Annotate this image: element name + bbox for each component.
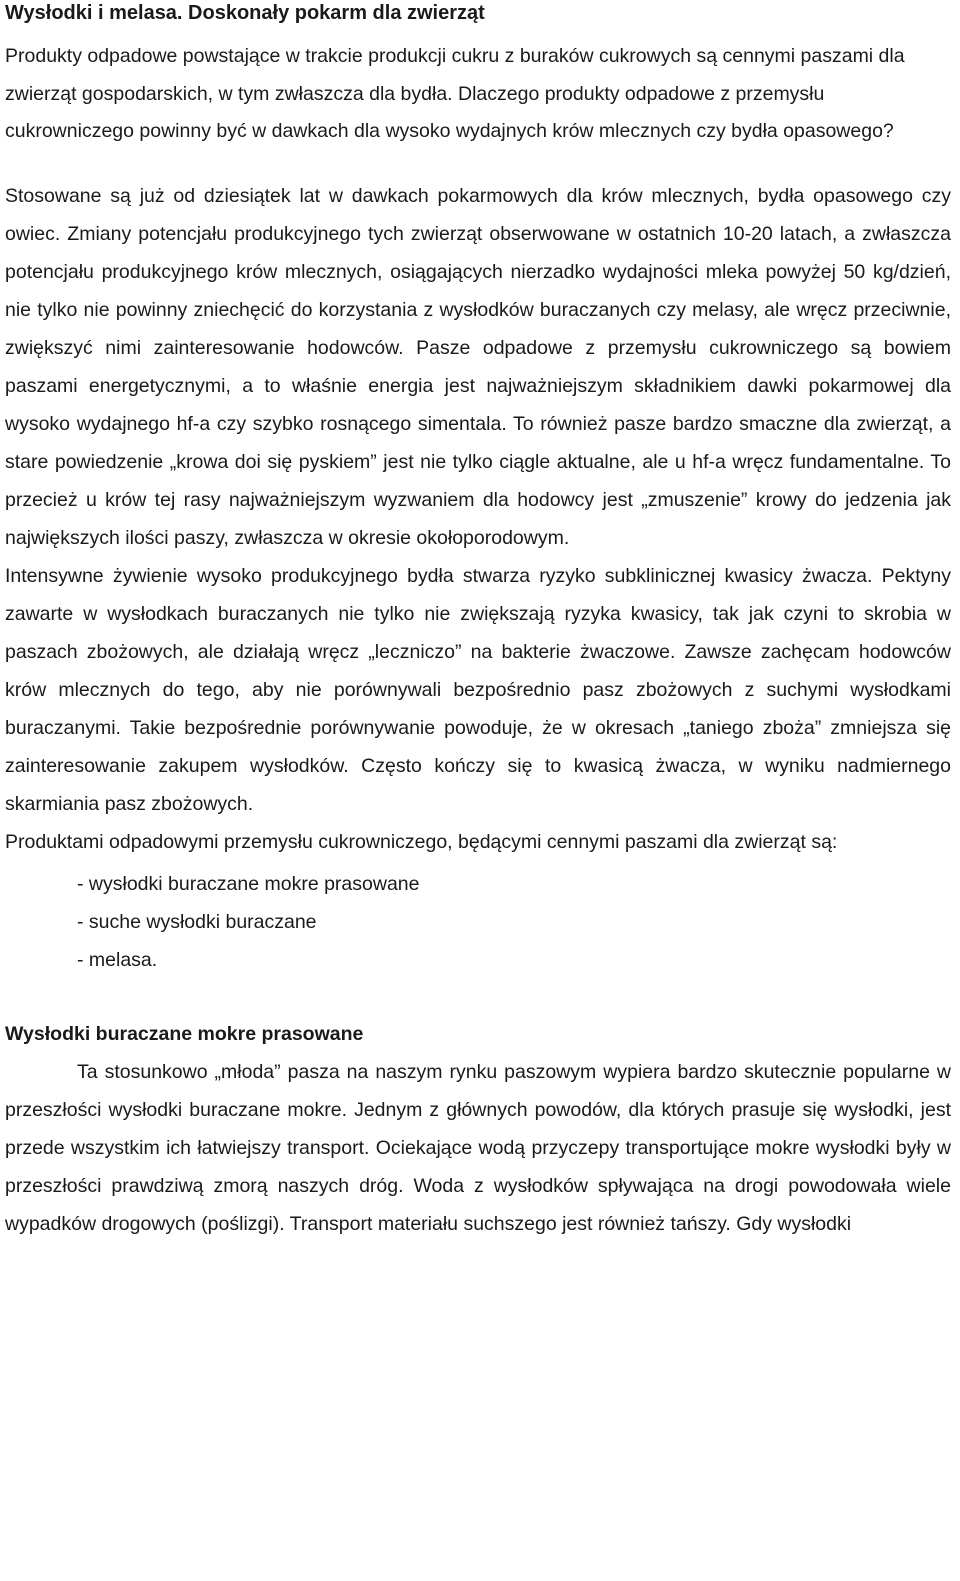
paragraph-1: Stosowane są już od dziesiątek lat w dawkach pokarmowych dla krów mlecznych, bydła opasowego czy owiec. Zmiany potencjału produkcyjnego tych zwierząt obserwowane w ostatnich 10-20 latach, a zwłaszcza potencjału produkcyjnego krów mlecznych, osiągających nierzadko wydajności mleka powyżej 50 kg/dzień, nie tylko nie powinny zniechęcić do korzystania z wysłodków buraczanych czy melasy, ale wręcz przeciwnie, zwiększyć nimi zainteresowanie hodowców. Pasze odpadowe z przemysłu cukrowniczego są bowiem paszami energetycznymi, a to właśnie energia jest najważniejszym składnikiem dawki pokarmowej dla wysoko wydajnego hf-a czy szybko rosnącego simentala. To również pasze bardzo smaczne dla zwierząt, a stare powiedzenie „krowa doi się pyskiem” jest nie tylko ciągle aktualne, ale u hf-a wręcz fundamentalne. To przecież u krów tej rasy najważniejszym wyzwaniem dla hodowcy jest „zmuszenie” krowy do jedzenia jak największych ilości paszy, zwłaszcza w okresie okołoporodowym. bbox=[5, 184, 951, 549]
list-item: - suche wysłodki buraczane bbox=[77, 910, 317, 933]
feed-products-list bbox=[5, 865, 951, 979]
paragraph-4: Ta stosunkowo „młoda” pasza na naszym rynku paszowym wypiera bardzo skutecznie popularne w przeszłości wysłodki buraczane mokre. Jednym z głównych powodów, dla których prasuje się wysłodki, jest przede wszystkim ich łatwiejszy transport. Ociekające wodą przyczepy transportujące mokre wysłodki były w przeszłości prawdziwą zmorą naszych dróg. Woda z wysłodków spływająca na drogi powodowała wiele wypadków drogowych (poślizgi). Transport materiału suchszego jest również tańszy. Gdy wysłodki bbox=[5, 1060, 951, 1235]
document-title: Wysłodki i melasa. Doskonały pokarm dla zwierząt bbox=[5, 2, 485, 24]
list-item: - melasa. bbox=[77, 948, 158, 971]
intro-paragraph: Produkty odpadowe powstające w trakcie produkcji cukru z buraków cukrowych są cennymi paszami dla zwierząt gospodarskich, w tym zwłaszcza dla bydła. Dlaczego produkty odpadowe z przemysłu cukrowniczego powinny być w dawkach dla wysoko wydajnych krów mlecznych czy bydła opasowego? bbox=[5, 45, 905, 142]
paragraph-2: Intensywne żywienie wysoko produkcyjnego bydła stwarza ryzyko subklinicznej kwasicy żwacza. Pektyny zawarte w wysłodkach buraczanych nie tylko nie zwiększają ryzyka kwasicy, tak jak czyni to skrobia w paszach zbożowych, ale działają wręcz „leczniczo” na bakterie żwaczowe. Zawsze zachęcam hodowców krów mlecznych do tego, aby nie porównywali bezpośrednio pasz zbożowych z suchymi wysłodkami buraczanymi. Takie bezpośrednie porównywanie powoduje, że w okresach „taniego zboża” zmniejsza się zainteresowanie zakupem wysłodków. Często kończy się to kwasicą żwacza, w wyniku nadmiernego skarmiania pasz zbożowych. bbox=[5, 564, 951, 815]
paragraph-3: Produktami odpadowymi przemysłu cukrowniczego, będącymi cennymi paszami dla zwierząt są: bbox=[5, 830, 838, 853]
document-page bbox=[5, 0, 951, 1243]
list-item: - wysłodki buraczane mokre prasowane bbox=[77, 872, 420, 895]
section-heading: Wysłodki buraczane mokre prasowane bbox=[5, 1022, 364, 1045]
